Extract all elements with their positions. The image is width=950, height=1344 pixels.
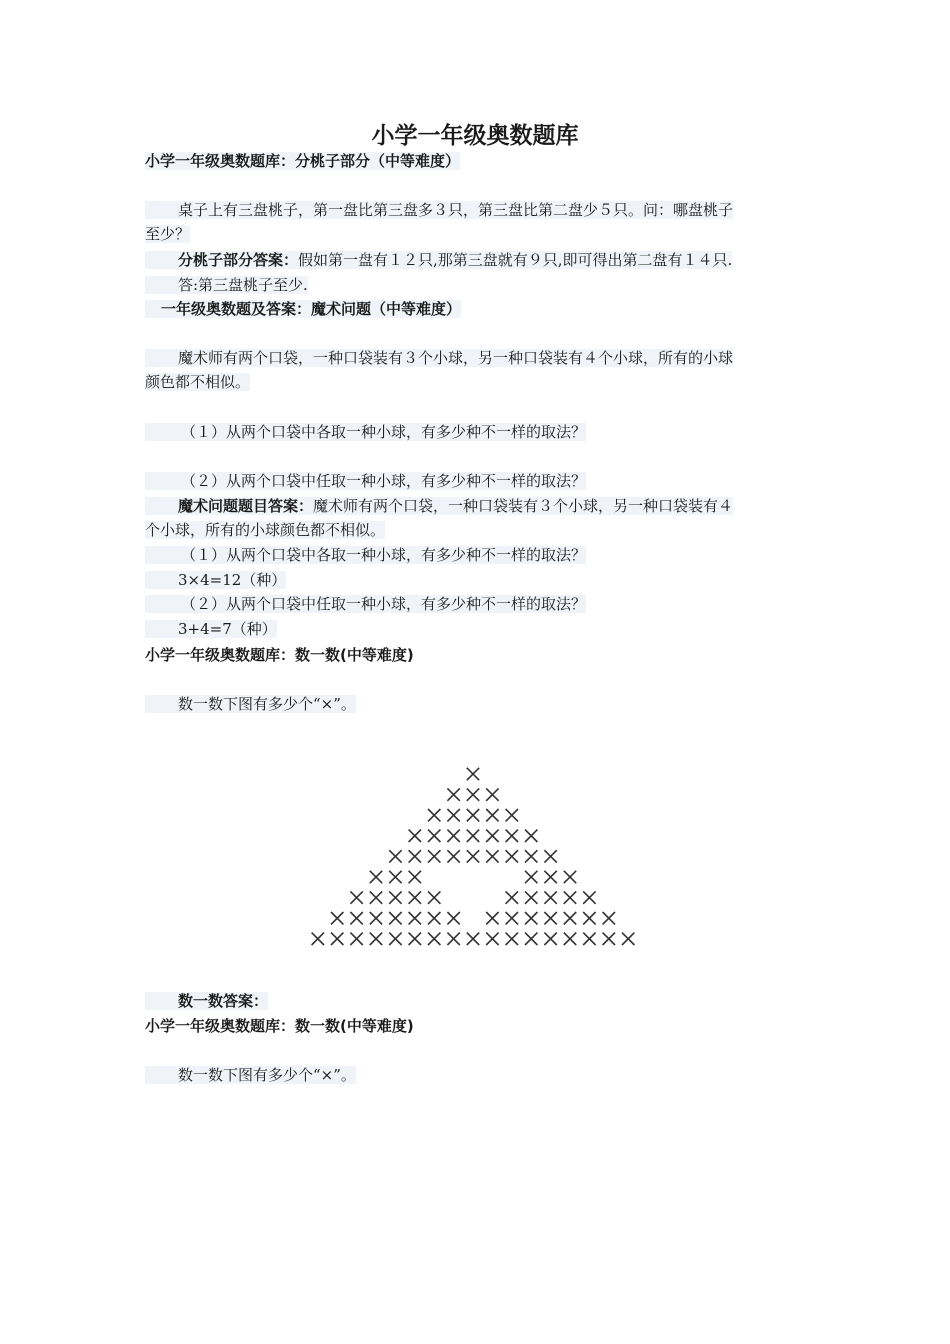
cross-mark bbox=[525, 891, 537, 903]
answer-count-label: 数一数答案： bbox=[145, 989, 805, 1013]
question-magic-sub1: （１）从两个口袋中各取一种小球，有多少种不一样的取法？ bbox=[145, 420, 805, 444]
cross-mark bbox=[564, 891, 576, 903]
cross-mark bbox=[350, 933, 362, 945]
cross-mark bbox=[486, 788, 498, 800]
cross-mark bbox=[467, 809, 479, 821]
section-heading-count-2: 小学一年级奥数题库：数一数(中等难度) bbox=[145, 1017, 414, 1035]
question-magic-sub2: （２）从两个口袋中任取一种小球，有多少种不一样的取法？ bbox=[145, 469, 805, 493]
cross-mark bbox=[583, 891, 595, 903]
cross-mark bbox=[544, 933, 556, 945]
section-heading-magic: 一年级奥数题及答案：魔术问题（中等难度） bbox=[145, 297, 805, 321]
cross-mark bbox=[389, 891, 401, 903]
question-count: 数一数下图有多少个“×”。 bbox=[145, 692, 805, 716]
cross-mark bbox=[370, 912, 382, 924]
cross-mark bbox=[409, 912, 421, 924]
cross-mark bbox=[409, 891, 421, 903]
cross-mark bbox=[409, 830, 421, 842]
cross-mark bbox=[525, 912, 537, 924]
cross-mark bbox=[467, 788, 479, 800]
cross-mark bbox=[428, 850, 440, 862]
cross-mark bbox=[389, 933, 401, 945]
question-count-2: 数一数下图有多少个“×”。 bbox=[145, 1063, 805, 1087]
cross-mark bbox=[370, 871, 382, 883]
cross-mark bbox=[564, 912, 576, 924]
cross-mark bbox=[544, 871, 556, 883]
cross-mark bbox=[583, 912, 595, 924]
cross-mark bbox=[467, 830, 479, 842]
cross-mark bbox=[564, 933, 576, 945]
cross-mark bbox=[506, 912, 518, 924]
section-heading-peach: 小学一年级奥数题库：分桃子部分（中等难度） bbox=[145, 152, 461, 170]
question-peach-line2: 至少？ bbox=[145, 225, 191, 243]
cross-mark bbox=[409, 933, 421, 945]
cross-mark bbox=[447, 809, 459, 821]
cross-mark bbox=[409, 850, 421, 862]
answer-magic-sub1-q: （１）从两个口袋中各取一种小球，有多少种不一样的取法？ bbox=[145, 543, 805, 567]
cross-mark bbox=[428, 933, 440, 945]
cross-mark bbox=[370, 891, 382, 903]
cross-mark bbox=[506, 830, 518, 842]
question-peach-line1: 桌子上有三盘桃子，第一盘比第三盘多３只，第三盘比第二盘少５只。问：哪盘桃子 bbox=[145, 198, 805, 222]
cross-mark bbox=[409, 871, 421, 883]
answer-magic-line1: 魔术问题题目答案：魔术师有两个口袋，一种口袋装有３个小球，另一种口袋装有４ bbox=[145, 494, 805, 518]
cross-mark bbox=[486, 850, 498, 862]
cross-mark bbox=[389, 912, 401, 924]
cross-mark bbox=[467, 933, 479, 945]
cross-mark bbox=[447, 788, 459, 800]
cross-mark bbox=[544, 891, 556, 903]
cross-mark bbox=[564, 871, 576, 883]
cross-mark bbox=[350, 891, 362, 903]
cross-mark bbox=[428, 912, 440, 924]
cross-mark bbox=[544, 912, 556, 924]
cross-mark bbox=[331, 933, 343, 945]
cross-mark bbox=[312, 933, 324, 945]
cross-mark bbox=[525, 850, 537, 862]
cross-mark bbox=[506, 850, 518, 862]
cross-mark bbox=[428, 830, 440, 842]
cross-mark bbox=[506, 891, 518, 903]
answer-magic-sub1: 3×4=12（种） bbox=[145, 568, 805, 592]
cross-mark bbox=[447, 912, 459, 924]
cross-mark bbox=[486, 933, 498, 945]
cross-mark bbox=[603, 933, 615, 945]
cross-mark bbox=[467, 850, 479, 862]
answer-magic-line2: 个小球，所有的小球颜色都不相似。 bbox=[145, 521, 386, 539]
answer-magic-sub2: 3+4=7（种） bbox=[145, 617, 805, 641]
cross-mark bbox=[447, 830, 459, 842]
cross-mark bbox=[331, 912, 343, 924]
cross-mark bbox=[603, 912, 615, 924]
cross-mark bbox=[370, 933, 382, 945]
cross-mark bbox=[389, 871, 401, 883]
answer-magic-sub2-q: （２）从两个口袋中任取一种小球，有多少种不一样的取法？ bbox=[145, 592, 805, 616]
answer-peach: 分桃子部分答案：假如第一盘有１２只,那第三盘就有９只,即可得出第二盘有１４只. bbox=[145, 248, 805, 272]
cross-mark bbox=[525, 871, 537, 883]
cross-mark bbox=[525, 830, 537, 842]
question-magic-line2: 颜色都不相似。 bbox=[145, 373, 251, 391]
cross-mark bbox=[506, 933, 518, 945]
question-magic-line1: 魔术师有两个口袋，一种口袋装有３个小球，另一种口袋装有４个小球，所有的小球 bbox=[145, 346, 805, 370]
cross-mark bbox=[486, 830, 498, 842]
cross-mark bbox=[447, 850, 459, 862]
cross-mark bbox=[544, 850, 556, 862]
cross-mark bbox=[447, 933, 459, 945]
section-heading-count: 小学一年级奥数题库：数一数(中等难度) bbox=[145, 646, 414, 664]
answer-peach-final: 答:第三盘桃子至少. bbox=[145, 273, 805, 297]
page-title: 小学一年级奥数题库 bbox=[371, 122, 579, 149]
cross-mark bbox=[525, 933, 537, 945]
cross-mark bbox=[506, 809, 518, 821]
cross-mark bbox=[486, 809, 498, 821]
cross-mark bbox=[583, 933, 595, 945]
cross-mark bbox=[389, 850, 401, 862]
cross-mark bbox=[428, 891, 440, 903]
cross-mark bbox=[350, 912, 362, 924]
cross-mark bbox=[467, 768, 479, 780]
cross-mark bbox=[428, 809, 440, 821]
cross-mark bbox=[622, 933, 634, 945]
cross-mark bbox=[486, 912, 498, 924]
